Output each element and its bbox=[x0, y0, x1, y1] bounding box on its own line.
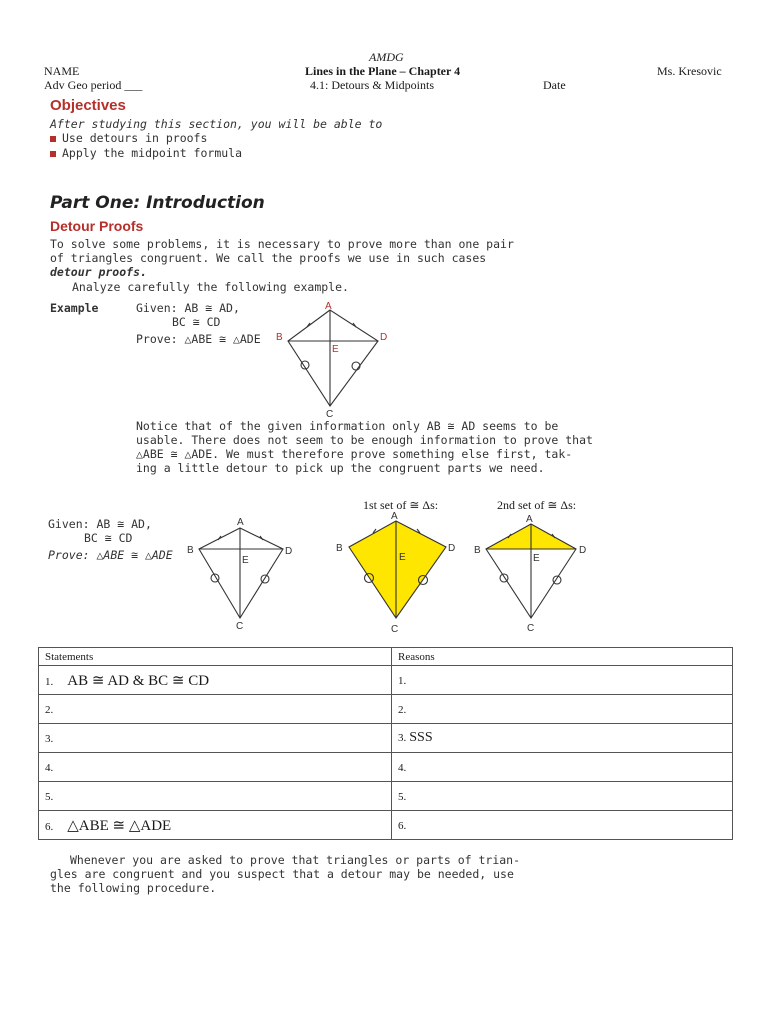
statement-cell[interactable] bbox=[39, 753, 392, 782]
section-title: Detour Proofs bbox=[50, 218, 144, 234]
kite-figure-plain bbox=[183, 513, 303, 633]
label-e: E bbox=[332, 344, 339, 355]
amdg-label: AMDG bbox=[369, 50, 404, 64]
statement-cell[interactable] bbox=[39, 782, 392, 811]
table-row bbox=[39, 695, 733, 724]
label-d: D bbox=[579, 545, 587, 556]
reason-cell[interactable] bbox=[392, 695, 733, 724]
kite-figure bbox=[270, 298, 390, 418]
given-label: Given: bbox=[136, 301, 178, 315]
label-a: A bbox=[325, 301, 332, 312]
closing-line: gles are congruent and you suspect that a detour may be needed, use bbox=[50, 867, 514, 881]
proof-table bbox=[38, 647, 733, 840]
kite-figure-set2 bbox=[472, 510, 597, 635]
given-1: AB ≅ AD, bbox=[184, 301, 240, 315]
name-label: NAME bbox=[44, 64, 80, 78]
table-row bbox=[39, 753, 733, 782]
label-c: C bbox=[326, 409, 334, 418]
row-number: 1. bbox=[45, 675, 54, 688]
teacher-name: Ms. Kresovic bbox=[657, 64, 722, 78]
statement-text: AB ≅ AD & BC ≅ CD bbox=[67, 672, 210, 689]
notice-line: usable. There does not seem to be enough information to prove that bbox=[136, 433, 593, 447]
set1-label: 1st set of ≅ Δs: bbox=[363, 498, 439, 512]
row-number: 2. bbox=[398, 703, 407, 716]
objectives-intro: After studying this section, you will be able to bbox=[50, 117, 383, 131]
label-a: A bbox=[391, 511, 398, 522]
row-number: 6. bbox=[398, 819, 407, 832]
objective-item bbox=[50, 146, 242, 160]
prove-block-2 bbox=[48, 548, 173, 562]
bullet-icon bbox=[50, 151, 56, 157]
closing-line: the following procedure. bbox=[50, 881, 217, 895]
prove-statement: △ABE ≅ △ADE bbox=[184, 332, 261, 346]
label-c: C bbox=[527, 623, 535, 634]
label-d: D bbox=[448, 543, 456, 554]
label-e: E bbox=[533, 553, 540, 564]
given-1: AB ≅ AD, bbox=[96, 517, 152, 531]
label-b: B bbox=[336, 543, 343, 554]
table-header-row bbox=[39, 648, 733, 666]
paragraph-line: of triangles congruent. We call the proofs we use in such cases bbox=[50, 251, 487, 265]
table-row bbox=[39, 724, 733, 753]
prove-label: Prove: bbox=[48, 548, 90, 562]
row-number: 6. bbox=[45, 820, 54, 833]
reason-cell[interactable] bbox=[392, 782, 733, 811]
prove-label: Prove: bbox=[136, 332, 178, 346]
statements-header: Statements bbox=[39, 648, 392, 666]
statement-cell[interactable] bbox=[39, 724, 392, 753]
label-e: E bbox=[242, 555, 249, 566]
detour-term: detour proofs. bbox=[50, 265, 147, 279]
notice-line: Notice that of the given information only AB ≅ AD seems to be bbox=[136, 419, 559, 433]
prove-block bbox=[136, 332, 261, 346]
label-c: C bbox=[236, 621, 244, 632]
bullet-icon bbox=[50, 136, 56, 142]
row-number: 4. bbox=[45, 761, 54, 774]
given-block bbox=[136, 301, 240, 315]
given-2: BC ≅ CD bbox=[172, 315, 221, 329]
reason-cell[interactable] bbox=[392, 753, 733, 782]
label-b: B bbox=[474, 545, 481, 556]
reason-cell[interactable] bbox=[392, 724, 733, 753]
reason-text: SSS bbox=[409, 730, 433, 745]
table-row bbox=[39, 811, 733, 840]
paragraph-line: Analyze carefully the following example. bbox=[72, 280, 349, 294]
closing-line: Whenever you are asked to prove that triangles or parts of trian- bbox=[70, 853, 521, 867]
statement-cell[interactable] bbox=[39, 695, 392, 724]
kite-figure-set1 bbox=[333, 508, 463, 636]
worksheet-subtitle: 4.1: Detours & Midpoints bbox=[310, 78, 435, 92]
row-number: 3. bbox=[45, 732, 54, 745]
worksheet-title: Lines in the Plane – Chapter 4 bbox=[305, 64, 461, 78]
row-number: 4. bbox=[398, 761, 407, 774]
objective-item bbox=[50, 131, 207, 145]
period-label: Adv Geo period ___ bbox=[44, 78, 143, 92]
label-d: D bbox=[380, 332, 388, 343]
given-block-2 bbox=[48, 517, 152, 531]
given-2: BC ≅ CD bbox=[84, 531, 133, 545]
label-b: B bbox=[276, 332, 283, 343]
notice-line: △ABE ≅ △ADE. We must therefore prove something else first, tak- bbox=[136, 447, 573, 461]
objective-text: Apply the midpoint formula bbox=[62, 146, 243, 160]
table-row bbox=[39, 666, 733, 695]
label-b: B bbox=[187, 545, 194, 556]
row-number: 1. bbox=[398, 674, 407, 687]
date-label: Date bbox=[543, 78, 566, 92]
statement-cell[interactable] bbox=[39, 811, 392, 840]
example-label: Example bbox=[50, 301, 99, 315]
given-label: Given: bbox=[48, 517, 90, 531]
prove-statement: △ABE ≅ △ADE bbox=[96, 548, 173, 562]
reason-cell[interactable] bbox=[392, 811, 733, 840]
row-number: 5. bbox=[45, 790, 54, 803]
reasons-header: Reasons bbox=[392, 648, 733, 666]
set2-label: 2nd set of ≅ Δs: bbox=[497, 498, 577, 512]
statement-text: △ABE ≅ △ADE bbox=[67, 817, 172, 834]
label-a: A bbox=[237, 517, 244, 528]
table-row bbox=[39, 782, 733, 811]
reason-cell[interactable] bbox=[392, 666, 733, 695]
statement-cell[interactable] bbox=[39, 666, 392, 695]
notice-line: ing a little detour to pick up the congruent parts we need. bbox=[136, 461, 545, 475]
label-e: E bbox=[399, 552, 406, 563]
label-d: D bbox=[285, 546, 293, 557]
row-number: 3. bbox=[398, 732, 407, 744]
row-number: 5. bbox=[398, 790, 407, 803]
objectives-title: Objectives bbox=[50, 97, 126, 114]
label-a: A bbox=[526, 514, 533, 525]
objective-text: Use detours in proofs bbox=[62, 131, 208, 145]
part-one-title: Part One: Introduction bbox=[50, 193, 265, 213]
paragraph-line: To solve some problems, it is necessary to prove more than one pair bbox=[50, 237, 514, 251]
label-c: C bbox=[391, 624, 399, 635]
row-number: 2. bbox=[45, 703, 54, 716]
